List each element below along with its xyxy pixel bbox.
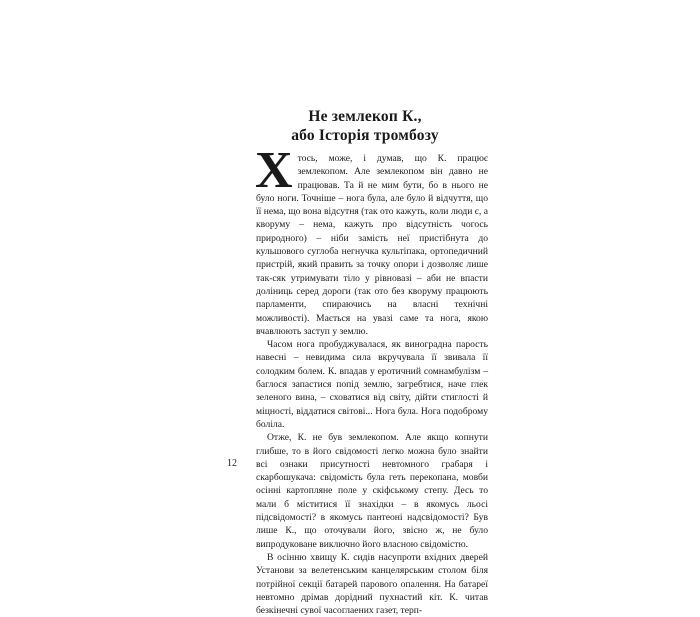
chapter-title-line-2: або Історія тромбозу [291,127,439,144]
chapter-body [255,142,488,617]
paragraph-4: В осінню хвищу К. сидів насупроти вхідних дверей Установи за велетенським канцелярським столом біля потрійної секції батарей парового опалення. На батареї невтомно дрімав дорідний пухнастий кіт. К. читав безкінечні сувої часоглаених газет, терп- [256,551,488,617]
page-number: 12 [227,458,237,469]
paragraph-1-text: тось, може, і думав, що К. працює землекопом. Але землекопом він давно не працював. Та й не мим бути, бо в нього не було ноги. Точніше – нога була, але було й відчуття, що її нема, що вона відсутня (так ото кажуть, коли люди є, а кворуму – нема, кажуть про відсутність чогось природного) – ніби замість неї пристібнута до кульшового суглоба негнучка культіпака, ортопедичний пристрій, який править за точку опори і дозволяє лише так-сяк утримувати тіло у рівновазі – аби не впасти доліниць серед дороги (так ото без кворуму працюють парламенти, спираючись на власні технічні можливості). Мається на увазі саме та нога, якою вчавлюють заступ у землю. [256,153,488,337]
drop-cap: Х [255,142,293,199]
paragraph-3: Отже, К. не був землекопом. Але якщо копнути глибше, то в його свідомості легко можна було знайти всі ознаки присутності невтомного грабаря і скарбошукача: свідомість була геть перекопана, мовби осінні картопляне поле у скіфському степу. Десь то мали б міститися її знахідки – в якомусь льосі підсвідомості? в якомусь пантеоні надсвідомості? Був лише К., що оточували його, звісно ж, не було випродуковане виключно його власною свідомістю. [256,432,488,550]
paragraph-2: Часом нога пробуджувалася, як виноградна парость навесні – невидима сила вкручувала її звивала її солодким болем. К. впадав у еротичний сомнамбулізм – баглося запастися попід землю, загребтися, наче глек зеленого вина, – сховатися від світу, дійти стиглості й міцності, віддатися світові... Нога була. Нога подоброму боліла. [256,339,488,430]
chapter-title-line-1: Не землекоп К., [308,108,422,125]
paragraph-1 [255,142,488,338]
chapter-title [235,107,495,145]
